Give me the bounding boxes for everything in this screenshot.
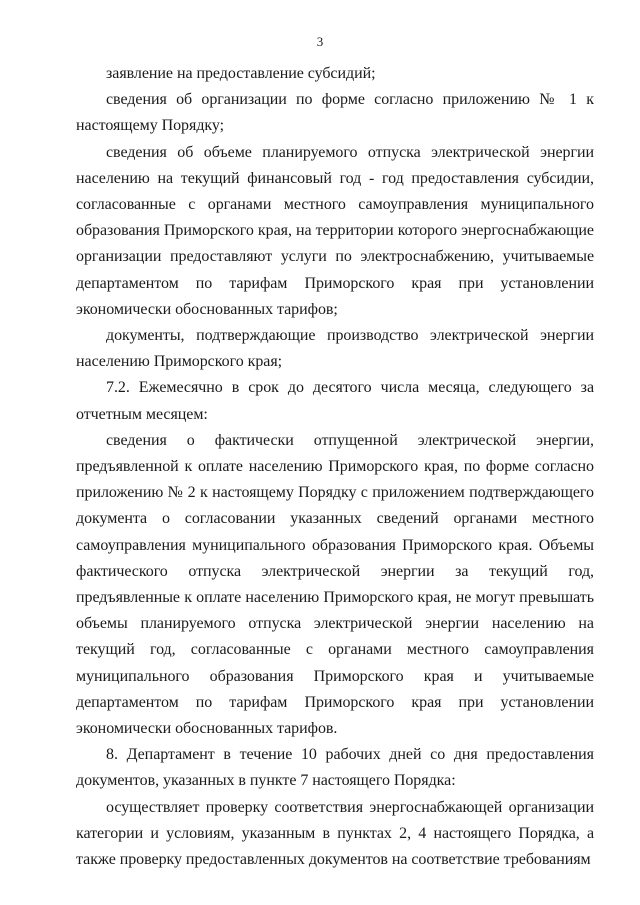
paragraph-clause-8: 8. Департамент в течение 10 рабочих дней со дня предоставления документов, указанных в пункте 7 настоящего Порядка: — [76, 746, 594, 790]
paragraph-clause-7-2: 7.2. Ежемесячно в срок до десятого числа месяца, следующего за отчетным месяцем: — [76, 379, 594, 423]
paragraph-verification: осуществляет проверку соответствия энергоснабжающей организации категории и условиям, указанным в пунктах 2, 4 настоящего Порядка, а также проверку предоставленных документов на соответствие требованиям — [76, 798, 594, 869]
document-body — [76, 61, 594, 873]
paragraph-planned-volume: сведения об объеме планируемого отпуска электрической энергии населению на текущий финансовый год - год предоставления субсидии, согласованные с органами местного самоуправления муниципального образования Приморского края, на территории которого энергоснабжающие организации предоставляют услуги по электроснабжению, учитываемые департаментом по тарифам Приморского края при установлении экономически обоснованных тарифов; — [76, 143, 594, 318]
paragraph-organization-info: сведения об организации по форме согласно приложению № 1 к настоящему Порядку; — [76, 91, 594, 135]
paragraph-application: заявление на предоставление субсидий; — [106, 65, 376, 82]
page-number: 3 — [316, 34, 324, 49]
paragraph-production-documents: документы, подтверждающие производство электрической энергии населению Приморского края; — [76, 327, 594, 371]
paragraph-actual-supply: сведения о фактически отпущенной электрической энергии, предъявленной к оплате населению Приморского края, по форме согласно приложению № 2 к настоящему Порядку с приложением подтверждающего документа о согласовании указанных сведений органами местного самоуправления муниципального образования Приморского края. Объемы фактического отпуска электрической энергии за текущий год, предъявленные к оплате населению Приморского края, не могут превышать объемы планируемого отпуска электрической энергии населению на текущий год, согласованные с органами местного самоуправления муниципального образования Приморского края и учитываемые департаментом по тарифам Приморского края при установлении экономически обоснованных тарифов. — [76, 431, 594, 738]
